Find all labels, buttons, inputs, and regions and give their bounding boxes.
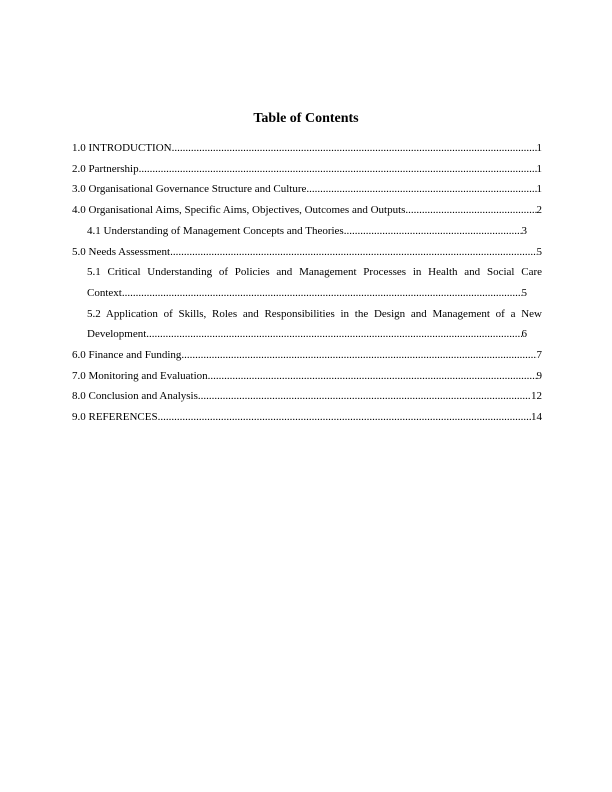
dot-leader bbox=[170, 242, 536, 263]
toc-entry-monitoring[interactable] bbox=[72, 366, 542, 387]
toc-entry-needs-assessment[interactable] bbox=[72, 242, 542, 263]
toc-entry-skills-roles[interactable] bbox=[72, 304, 542, 345]
toc-entry-label: 5.0 Needs Assessment bbox=[72, 245, 171, 258]
toc-entry-page: 9 bbox=[536, 369, 542, 382]
toc-entry-page: 6 bbox=[521, 328, 527, 341]
dot-leader bbox=[208, 366, 537, 387]
toc-entry-page: 14 bbox=[531, 411, 542, 424]
dot-leader bbox=[181, 345, 536, 366]
dot-leader bbox=[405, 200, 536, 221]
toc-entry-label-line1: 5.2 Application of Skills, Roles and Responsibilities in the Design and Management of a New bbox=[87, 307, 542, 320]
toc-entry-policies[interactable] bbox=[72, 262, 542, 303]
toc-entry-conclusion[interactable] bbox=[72, 386, 542, 407]
toc-entry-label: 7.0 Monitoring and Evaluation bbox=[72, 369, 208, 382]
toc-entry-page: 7 bbox=[536, 349, 542, 362]
toc-title: Table of Contents bbox=[253, 111, 359, 126]
toc-entry-page: 1 bbox=[536, 162, 542, 175]
toc-entry-page: 5 bbox=[536, 245, 542, 258]
toc-entry-line2 bbox=[87, 283, 527, 304]
toc-entry-label-line2: Development bbox=[87, 328, 147, 341]
toc-entry-page: 5 bbox=[521, 286, 527, 299]
dot-leader bbox=[146, 324, 521, 345]
dot-leader bbox=[198, 386, 531, 407]
toc-entry-governance[interactable] bbox=[72, 179, 542, 200]
table-of-contents bbox=[72, 138, 542, 428]
dot-leader bbox=[306, 179, 536, 200]
dot-leader bbox=[158, 407, 531, 428]
dot-leader bbox=[344, 221, 522, 242]
toc-entry-partnership[interactable] bbox=[72, 159, 542, 180]
toc-entry-aims[interactable] bbox=[72, 200, 542, 221]
toc-entry-page: 3 bbox=[521, 224, 527, 237]
toc-entry-label-line2: Context bbox=[87, 286, 122, 299]
toc-entry-page: 1 bbox=[536, 183, 542, 196]
toc-entry-page: 2 bbox=[536, 204, 542, 217]
toc-entry-management-concepts[interactable] bbox=[72, 221, 527, 242]
toc-entry-label-line1: 5.1 Critical Understanding of Policies and Management Processes in Health and Social Care bbox=[87, 266, 542, 279]
toc-entry-label: 4.0 Organisational Aims, Specific Aims, Objectives, Outcomes and Outputs bbox=[72, 204, 406, 217]
dot-leader bbox=[172, 138, 537, 159]
toc-entry-label: 6.0 Finance and Funding bbox=[72, 349, 182, 362]
toc-entry-label: 9.0 REFERENCES bbox=[72, 411, 158, 424]
toc-entry-introduction[interactable] bbox=[72, 138, 542, 159]
dot-leader bbox=[122, 283, 522, 304]
toc-entry-page: 12 bbox=[531, 390, 542, 403]
toc-entry-finance[interactable] bbox=[72, 345, 542, 366]
dot-leader bbox=[139, 159, 537, 180]
toc-entry-label: 4.1 Understanding of Management Concepts and Theories bbox=[87, 224, 344, 237]
toc-entry-label: 8.0 Conclusion and Analysis bbox=[72, 390, 198, 403]
toc-entry-label: 3.0 Organisational Governance Structure and Culture bbox=[72, 183, 307, 196]
toc-entry-references[interactable] bbox=[72, 407, 542, 428]
toc-entry-line2 bbox=[87, 324, 527, 345]
toc-entry-label: 2.0 Partnership bbox=[72, 162, 139, 175]
toc-entry-page: 1 bbox=[536, 142, 542, 154]
toc-entry-label: 1.0 INTRODUCTION bbox=[72, 142, 172, 154]
